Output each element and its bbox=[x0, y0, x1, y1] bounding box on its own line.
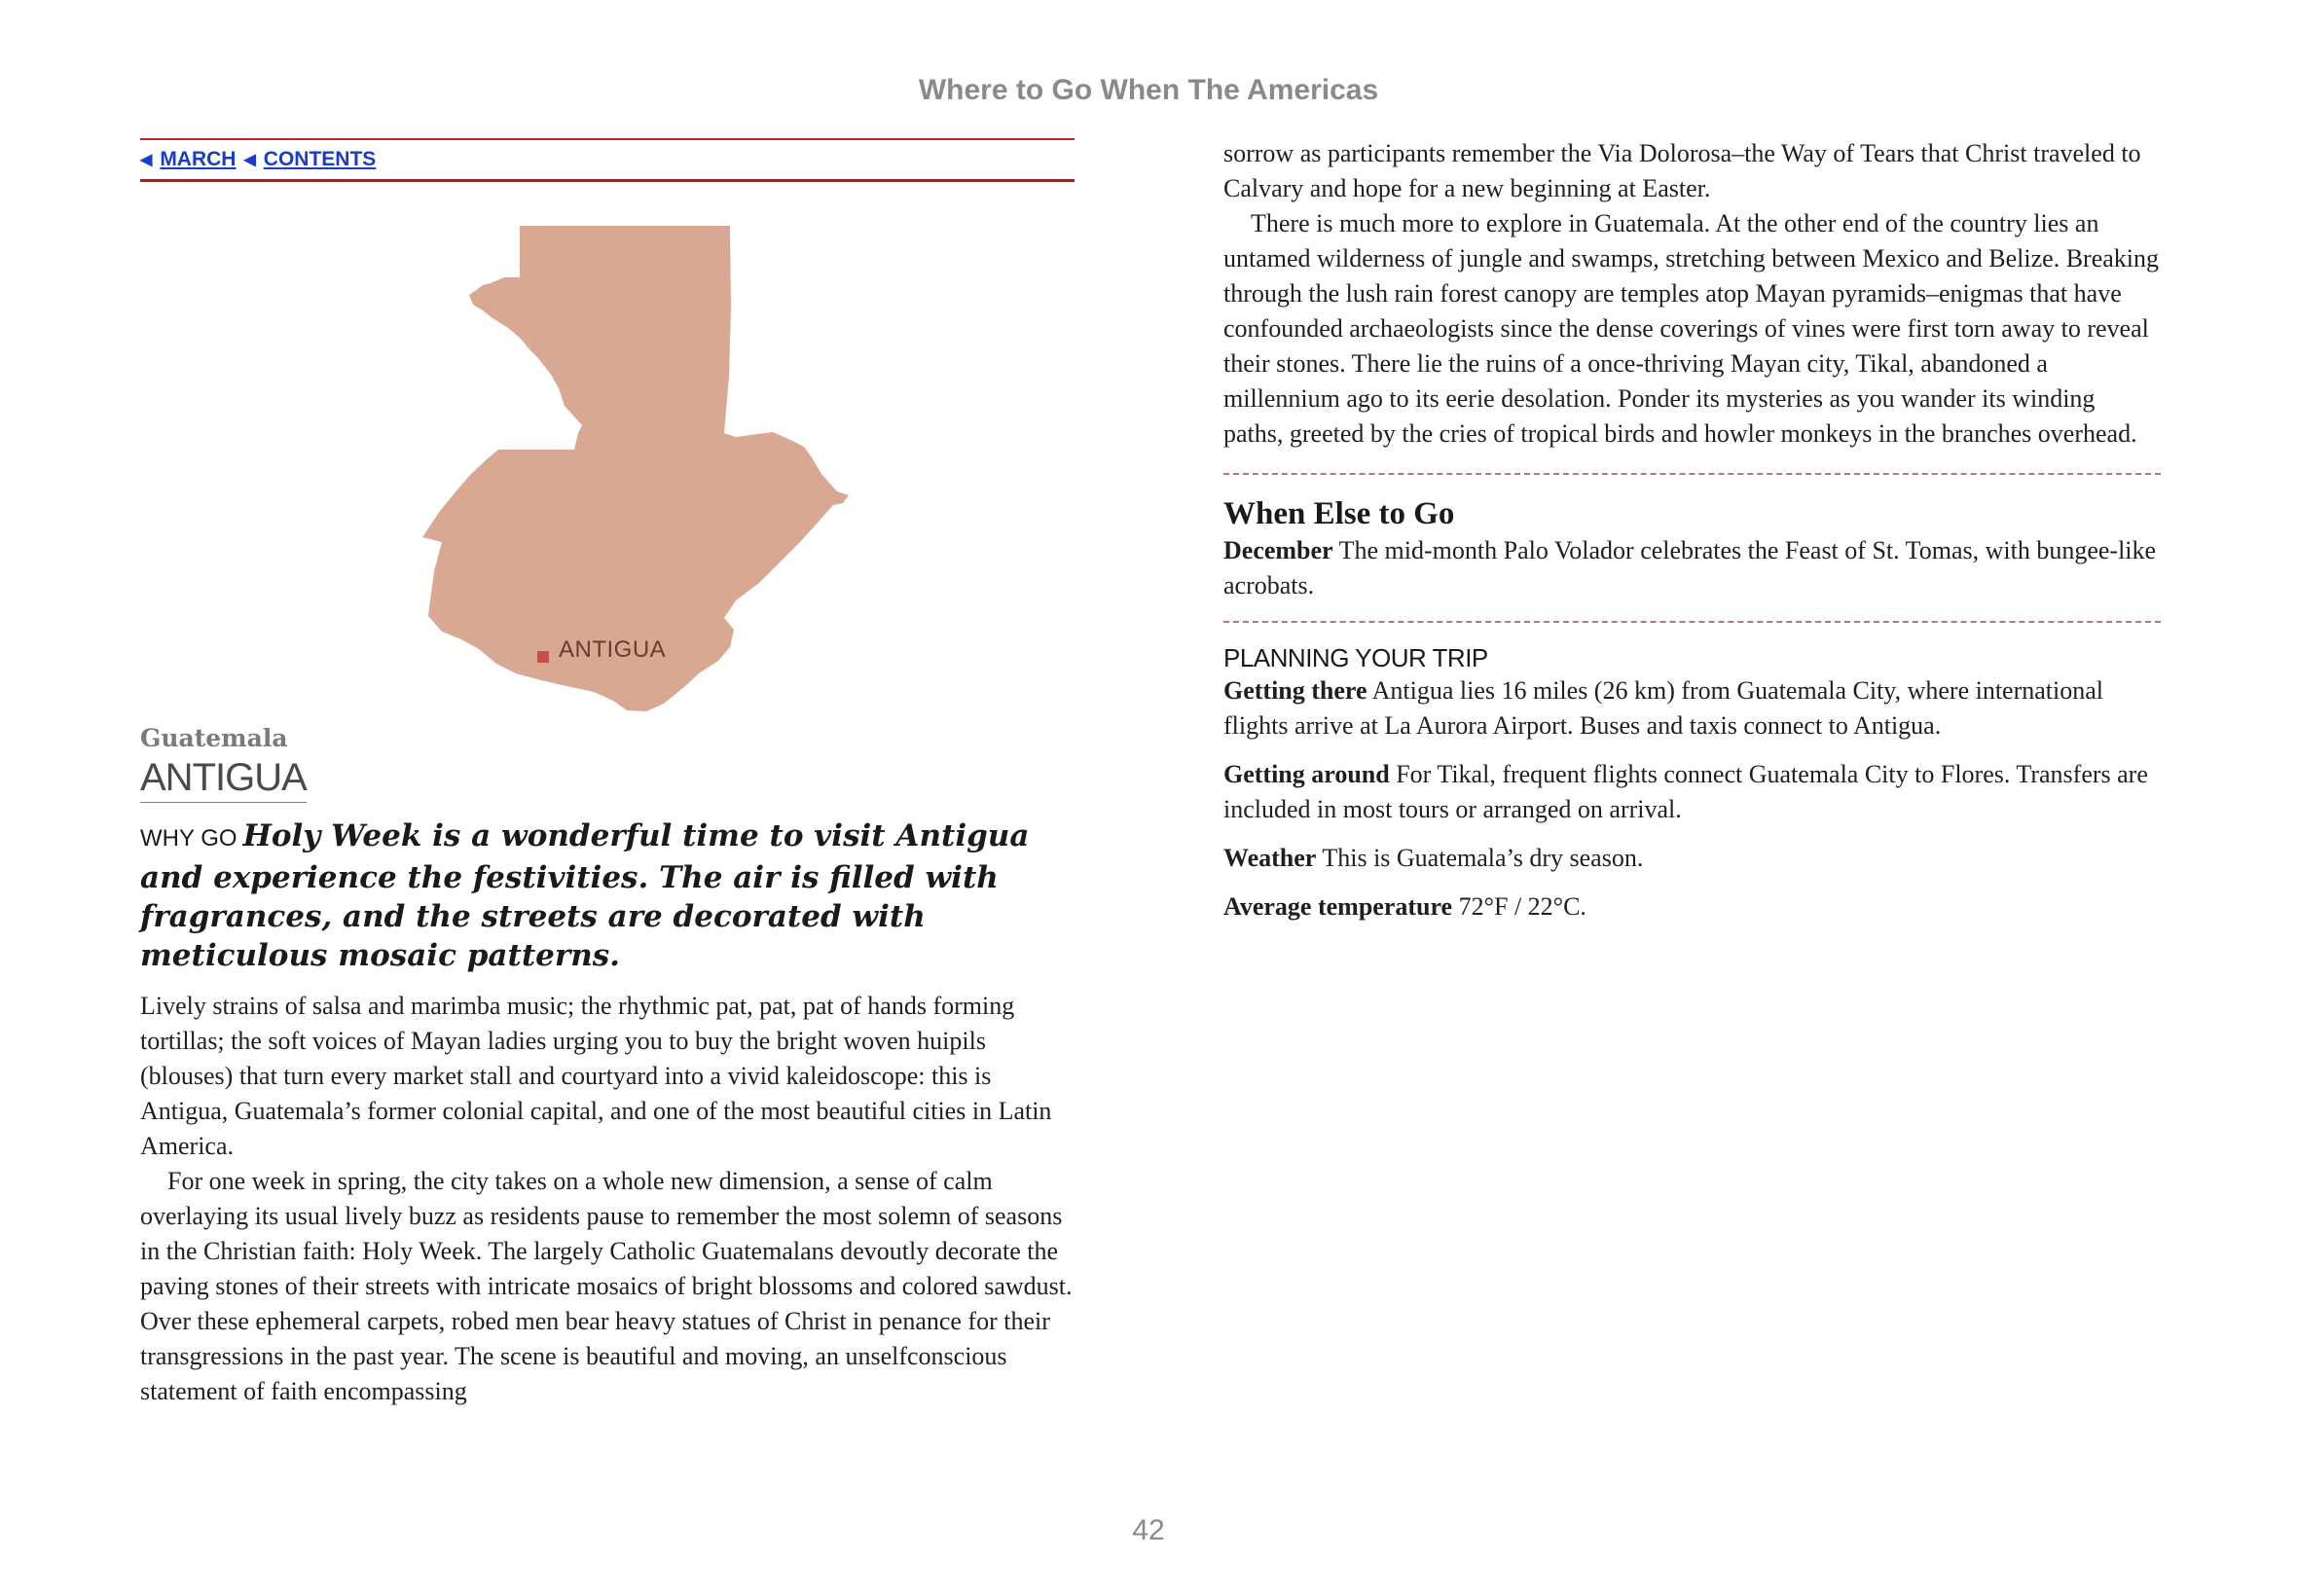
body-paragraph: Lively strains of salsa and marimba music; the rhythmic pat, pat, pat of hands forming tortillas; the soft voices of Mayan ladies urging you to buy the bright woven huipils (blouses) that turn every market stall and courtyard into a vivid kaleidoscope: this is Antigua, Guatemala’s former colonial capital, and one of the most beautiful cities in Latin America. bbox=[140, 992, 1052, 1160]
planning-heading: PLANNING YOUR TRIP bbox=[1223, 643, 1488, 672]
why-go-label: WHY GO bbox=[140, 825, 237, 852]
planning-getting-around: Getting around For Tikal, frequent flights connect Guatemala City to Flores. Transfers are included in most tours or arranged on arrival. bbox=[1223, 760, 2148, 823]
contents-link[interactable]: CONTENTS bbox=[263, 148, 377, 170]
when-else-text: December The mid-month Palo Volador celebrates the Feast of St. Tomas, with bungee-like acrobats. bbox=[1223, 536, 2157, 599]
left-body-text bbox=[140, 989, 1075, 1409]
planning-weather: Weather This is Guatemala’s dry season. bbox=[1223, 844, 1644, 872]
book-title: Where to Go When The Americas bbox=[918, 74, 1379, 106]
map-location-marker bbox=[537, 651, 549, 663]
body-paragraph: There is much more to explore in Guatemala. At the other end of the country lies an untamed wilderness of jungle and swamps, stretching between Mexico and Belize. Breaking through the lush rain forest canopy are temples atop Mayan pyramids–enigmas that have confounded archaeologists since the dense coverings of vines were first torn away to reveal their stones. There lie the ruins of a once-thriving Mayan city, Tikal, abandoned a millennium ago to its eerie desolation. Ponder its mysteries as you wander its winding paths, greeted by the cries of tropical birds and howler monkeys in the branches overhead. bbox=[1223, 209, 2160, 448]
map-city-label: ANTIGUA bbox=[559, 636, 667, 663]
march-link[interactable]: MARCH bbox=[160, 148, 237, 170]
why-go bbox=[140, 816, 1075, 975]
body-paragraph: sorrow as participants remember the Via Dolorosa–the Way of Tears that Christ traveled to Calvary and hope for a new beginning at Easter. bbox=[1223, 139, 2141, 202]
left-column bbox=[140, 138, 1075, 1409]
right-body-text bbox=[1223, 136, 2161, 452]
guatemala-map bbox=[140, 182, 1075, 722]
highlight-term: huipils bbox=[917, 1027, 986, 1055]
section-divider bbox=[1223, 473, 2161, 475]
planning-section bbox=[1223, 642, 2161, 925]
country-name: Guatemala bbox=[140, 724, 288, 752]
back-arrow-icon: ◀ bbox=[243, 152, 256, 168]
page-number: 42 bbox=[1132, 1514, 1165, 1546]
back-arrow-icon: ◀ bbox=[140, 152, 153, 168]
right-column bbox=[1223, 136, 2161, 925]
why-go-text: Holy Week is a wonderful time to visit Antigua and experience the festivities. The air is filled with fragrances, and the streets are decorated with meticulous mosaic patterns. bbox=[140, 818, 1030, 973]
when-else-heading: When Else to Go bbox=[1223, 496, 1455, 531]
planning-getting-there: Getting there Antigua lies 16 miles (26 km) from Guatemala City, where international flights arrive at La Aurora Airport. Buses and taxis connect to Antigua. bbox=[1223, 676, 2104, 740]
section-divider bbox=[1223, 621, 2161, 623]
destination-title: ANTIGUA bbox=[140, 755, 307, 803]
body-paragraph: For one week in spring, the city takes on a whole new dimension, a sense of calm overlaying its usual lively buzz as residents pause to remember the most solemn of seasons in the Christian faith: Holy Week. The largely Catholic Guatemalans devoutly decorate the paving stones of their streets with intricate mosaics of bright blossoms and colored sawdust. Over these ephemeral carpets, robed men bear heavy statues of Christ in penance for their transgressions in the past year. The scene is beautiful and moving, an unselfconscious statement of faith encompassing bbox=[140, 1167, 1073, 1405]
planning-temperature: Average temperature 72°F / 22°C. bbox=[1223, 892, 1586, 921]
nav-bar bbox=[140, 138, 1075, 182]
when-else-section bbox=[1223, 494, 2161, 603]
